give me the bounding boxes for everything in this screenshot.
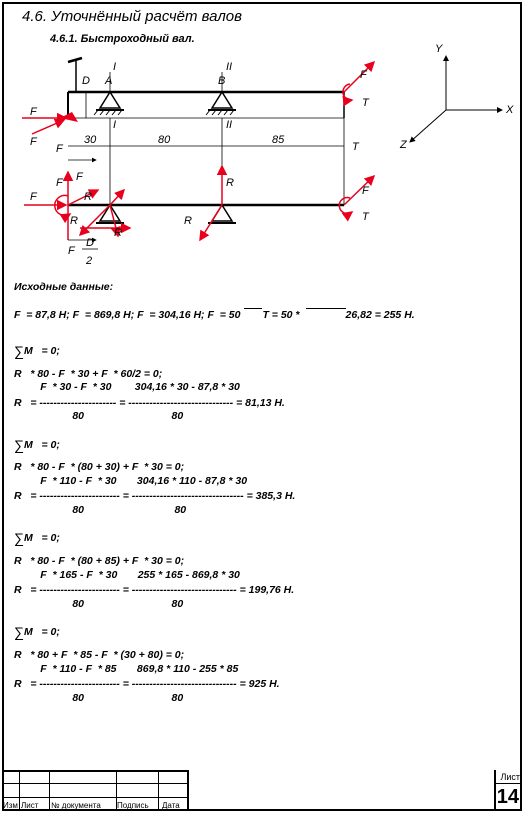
equation-1c: R = ---------------------- = ------------------------------ = 81,13 Н.	[14, 397, 285, 409]
section-title: 4.6. Уточнённый расчёт валов	[22, 8, 242, 25]
stamp-col-sign: Подпись	[116, 770, 159, 811]
moment-sum-2: ∑M = 0;	[14, 437, 60, 453]
label-t-top: T	[362, 97, 369, 109]
stamp-col-izm: Изм	[2, 770, 20, 811]
equation-4b: F * 110 - F * 85 869,8 * 110 - 255 * 85	[14, 663, 239, 675]
section-i-top: I	[113, 61, 117, 73]
stamp-col-doc: № документа	[49, 770, 117, 811]
input-data-mid: = 50 *	[271, 309, 300, 321]
shaft-diagram	[0, 0, 526, 280]
equation-2a: R * 80 - F * (80 + 30) + F * 30 = 0;	[14, 461, 185, 473]
stamp-col-date: Дата	[158, 770, 189, 811]
label-fr-low: F	[56, 177, 63, 189]
support-a-upper	[94, 92, 124, 115]
label-fa-top: F	[30, 106, 37, 118]
dimension-80: 80	[158, 134, 171, 146]
label-d2-denominator: 2	[86, 255, 93, 267]
equation-3c: R = ----------------------- = ------------------------------ = 199,76 Н.	[14, 584, 295, 596]
label-fm-low: F	[362, 185, 369, 197]
label-r2r: R	[226, 177, 234, 189]
label-fa-low: F	[30, 191, 37, 203]
section-ii-top: II	[226, 61, 233, 73]
label-r1t: R	[114, 227, 122, 239]
moment-sum-3: ∑M = 0;	[14, 530, 60, 546]
equation-1b: F * 30 - F * 30 304,16 * 30 - 87,8 * 30	[14, 381, 240, 393]
label-a: A	[105, 75, 113, 87]
sheet-number-box	[494, 770, 522, 811]
label-rmi: R	[70, 215, 78, 227]
input-data-text: F = 87,8 Н; F = 869,8 Н; F = 304,16 Н; F = 50	[14, 309, 241, 321]
label-fr-top: F	[56, 143, 63, 155]
coordinate-axes	[410, 56, 502, 142]
dimension-line	[68, 118, 344, 205]
force-arrows	[22, 62, 374, 240]
dimension-30: 30	[84, 134, 97, 146]
label-d: D	[82, 75, 90, 87]
label-r2t: R	[184, 215, 192, 227]
label-t-low: T	[362, 211, 369, 223]
label-r1r: R	[84, 191, 92, 203]
sheet-label: Лист	[500, 772, 520, 782]
equation-1a: R * 80 - F * 30 + F * 60/2 = 0;	[14, 368, 163, 380]
section-ii-mid: II	[226, 119, 233, 131]
equation-4c: R = ----------------------- = ------------------------------ = 925 Н.	[14, 678, 280, 690]
moment-sum-1-text: M = 0;	[23, 345, 60, 357]
equation-4a: R * 80 + F * 85 - F * (30 + 80) = 0;	[14, 649, 185, 661]
title-block	[2, 770, 522, 811]
stamp-col-list: Лист	[19, 770, 50, 811]
sheet-number: 14	[496, 786, 519, 808]
label-fr-low-2: F	[76, 171, 83, 183]
label-fm-top: F	[360, 69, 367, 81]
input-data-t: T	[262, 309, 269, 321]
label-fa-d2: F	[68, 245, 75, 257]
equation-3b: F * 165 - F * 30 255 * 165 - 869,8 * 30	[14, 569, 240, 581]
equation-2d: 80 80	[14, 504, 187, 516]
moment-sum-4: ∑M = 0;	[14, 624, 60, 640]
moment-sum-2-text: M = 0;	[23, 439, 60, 451]
input-heading: Исходные данные:	[14, 281, 114, 293]
label-b: B	[218, 75, 226, 87]
equation-3d: 80 80	[14, 598, 184, 610]
axis-x-label: X	[506, 104, 514, 116]
input-data-result: 26,82 = 255 Н.	[345, 309, 415, 321]
label-d2-numerator: D	[86, 237, 94, 249]
equation-2b: F * 110 - F * 30 304,16 * 110 - 87,8 * 30	[14, 475, 248, 487]
section-subtitle: 4.6.1. Быстроходный вал.	[50, 33, 195, 45]
axis-z-label: Z	[400, 139, 407, 151]
equation-1d: 80 80	[14, 410, 184, 422]
support-b-upper	[206, 92, 236, 115]
equation-4d: 80 80	[14, 692, 184, 704]
equation-2c: R = ----------------------- = -------------------------------- = 385,3 Н.	[14, 490, 296, 502]
section-i-mid: I	[113, 119, 117, 131]
input-data	[14, 308, 415, 321]
dimension-85: 85	[272, 134, 285, 146]
axis-y-label: Y	[435, 43, 443, 55]
moment-sum-1: ∑M = 0;	[14, 343, 60, 359]
moment-sum-3-text: M = 0;	[23, 532, 60, 544]
label-ft: F	[30, 136, 37, 148]
moment-sum-4-text: M = 0;	[23, 626, 60, 638]
label-t-dim: T	[352, 141, 359, 153]
equation-3a: R * 80 - F * (80 + 85) + F * 30 = 0;	[14, 555, 185, 567]
